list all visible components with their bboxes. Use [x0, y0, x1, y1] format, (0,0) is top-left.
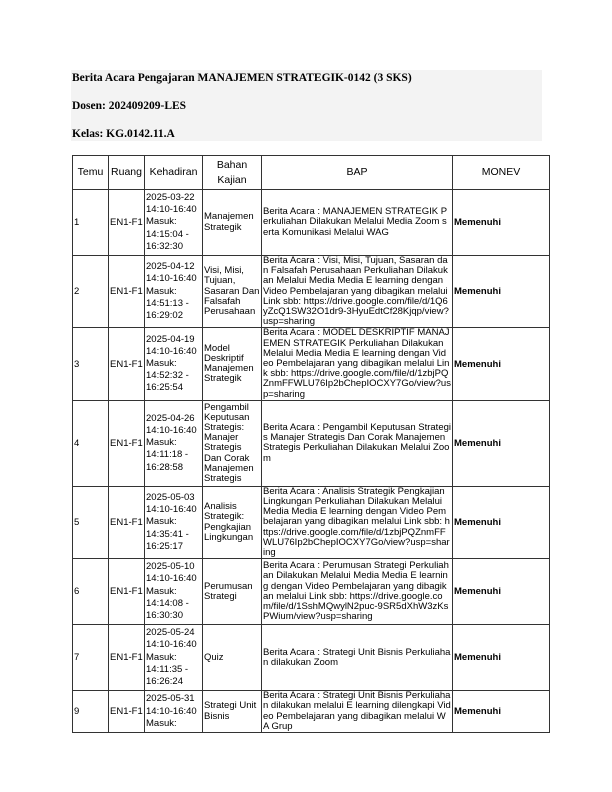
cell-ruang: EN1-F1 [109, 625, 145, 691]
cell-kehadiran: 2025-05-24 14:10-16:40 Masuk: 14:11:35 - 16:26:24 [145, 625, 203, 691]
col-kehadiran: Kehadiran [145, 156, 203, 190]
cell-temu: 7 [73, 625, 109, 691]
cell-bap: Berita Acara : Visi, Misi, Tujuan, Sasaran dan Falsafah Perusahaan Perkuliahan Dilakukan Melalui Media Media E learning dengan Video Pembelajaran yang dibagikan melalui Link sbb: https://drive.google.com/file/d/1Q6yZcQ1SW32O1dr9-3HyuEdtCf28Kjqp/view?usp=sharing [262, 256, 453, 328]
cell-bap: Berita Acara : Pengambil Keputusan Strategis Manajer Strategis Dan Corak Manajemen Strategis Perkuliahan Dilakukan Melalui Zoom [262, 400, 453, 486]
cell-temu: 2 [73, 256, 109, 328]
cell-ruang: EN1-F1 [109, 486, 145, 558]
cell-bahan: Perumusan Strategi [203, 559, 262, 625]
col-monev: MONEV [453, 156, 550, 190]
cell-monev: Memenuhi [453, 400, 550, 486]
page-title: Berita Acara Pengajaran MANAJEMEN STRATEGIK-0142 (3 SKS) [72, 72, 412, 84]
col-temu: Temu [73, 156, 109, 190]
cell-monev: Memenuhi [453, 559, 550, 625]
cell-temu: 6 [73, 559, 109, 625]
col-bap: BAP [262, 156, 453, 190]
cell-temu: 1 [73, 190, 109, 256]
bap-table [72, 155, 550, 733]
cell-bap: Berita Acara : Strategi Unit Bisnis Perkuliahan dilakukan Zoom [262, 625, 453, 691]
col-bahan-kajian: Bahan Kajian [203, 156, 262, 190]
cell-ruang: EN1-F1 [109, 691, 145, 733]
cell-monev: Memenuhi [453, 190, 550, 256]
table-row [73, 691, 550, 733]
cell-monev: Memenuhi [453, 625, 550, 691]
cell-bap: Berita Acara : MODEL DESKRIPTIF MANAJEMEN STRATEGIK Perkuliahan Dilakukan Melalui Media Media E learning dengan Video Pembelajaran yang dibagikan melalui Link sbb: https://drive.google.com/file/d/1zbjPQZnmFFWLU76Ip2bChepIOCXY7Go/view?usp=sharing [263, 327, 451, 400]
kelas-label: Kelas: KG.0142.11.A [72, 128, 175, 140]
table-row [73, 256, 550, 328]
cell-kehadiran: 2025-04-26 14:10-16:40 Masuk: 14:11:18 - 16:28:58 [145, 400, 203, 486]
table-row [73, 559, 550, 625]
cell-ruang: EN1-F1 [109, 559, 145, 625]
cell-kehadiran: 2025-03-22 14:10-16:40 Masuk: 14:15:04 - 16:32:30 [145, 190, 203, 256]
cell-temu: 4 [73, 400, 109, 486]
cell-bahan: Visi, Misi, Tujuan, Sasaran Dan Falsafah Perusahaan [203, 256, 262, 328]
cell-ruang: EN1-F1 [109, 328, 145, 400]
cell-temu: 9 [73, 691, 109, 733]
table-row [73, 625, 550, 691]
cell-bap: Berita Acara : Analisis Strategik Pengkajian Lingkungan Perkuliahan Dilakukan Melalui Media Media E learning dengan Video Pembelajaran yang dibagikan melalui Link sbb: https://drive.google.com/file/d/1zbjPQZnmFFWLU76Ip2bChepIOCXY7Go/view?usp=sharing [262, 486, 453, 558]
cell-temu: 5 [73, 486, 109, 558]
cell-bap: Berita Acara : MANAJEMEN STRATEGIK Perkuliahan Dilakukan Melalui Media Zoom serta Komunikasi Melalui WAG [262, 190, 453, 256]
table-header-row [73, 156, 550, 190]
cell-bap: Berita Acara : Strategi Unit Bisnis Perkuliahan dilakukan melalui E learning dilengkapi Video Pembelajaran yang dibagikan melalui WA Grup [263, 690, 451, 732]
cell-bahan: Manajemen Strategik [203, 190, 262, 256]
col-ruang: Ruang [109, 156, 145, 190]
cell-bahan: Quiz [203, 625, 262, 691]
cell-kehadiran: 2025-05-03 14:10-16:40 Masuk: 14:35:41 - 16:25:17 [145, 486, 203, 558]
cell-ruang: EN1-F1 [109, 256, 145, 328]
cell-monev: Memenuhi [453, 486, 550, 558]
cell-kehadiran: 2025-05-31 14:10-16:40 Masuk: [145, 691, 203, 733]
table-row [73, 328, 550, 400]
table-row [73, 400, 550, 486]
cell-temu: 3 [73, 328, 109, 400]
cell-monev: Memenuhi [453, 691, 550, 733]
cell-monev: Memenuhi [453, 328, 550, 400]
table-row [73, 486, 550, 558]
cell-bap: Berita Acara : Perumusan Strategi Perkuliahan Dilakukan Melalui Media Media E learning dengan Video Pembelajaran yang dibagikan melalui Link sbb: https://drive.google.com/file/d/1SshMQwylN2puc-9SR5dXhW3zKsPWium/view?usp=sharing [262, 559, 453, 625]
cell-bahan: Strategi Unit Bisnis [203, 691, 262, 733]
cell-kehadiran: 2025-04-12 14:10-16:40 Masuk: 14:51:13 - 16:29:02 [145, 256, 203, 328]
cell-bahan: Pengambil Keputusan Strategis: Manajer Strategis Dan Corak Manajemen Strategis [203, 400, 262, 486]
cell-monev: Memenuhi [453, 256, 550, 328]
cell-bahan: Analisis Strategik: Pengkajian Lingkungan [203, 486, 262, 558]
table-row [73, 190, 550, 256]
cell-kehadiran: 2025-05-10 14:10-16:40 Masuk: 14:14:08 - 16:30:30 [145, 559, 203, 625]
cell-ruang: EN1-F1 [109, 190, 145, 256]
cell-kehadiran: 2025-04-19 14:10-16:40 Masuk: 14:52:32 - 16:25:54 [145, 328, 203, 400]
dosen-label: Dosen: 202409209-LES [72, 100, 187, 112]
cell-bahan: Model Deskriptif Manajemen Strategik [203, 328, 262, 400]
cell-ruang: EN1-F1 [109, 400, 145, 486]
